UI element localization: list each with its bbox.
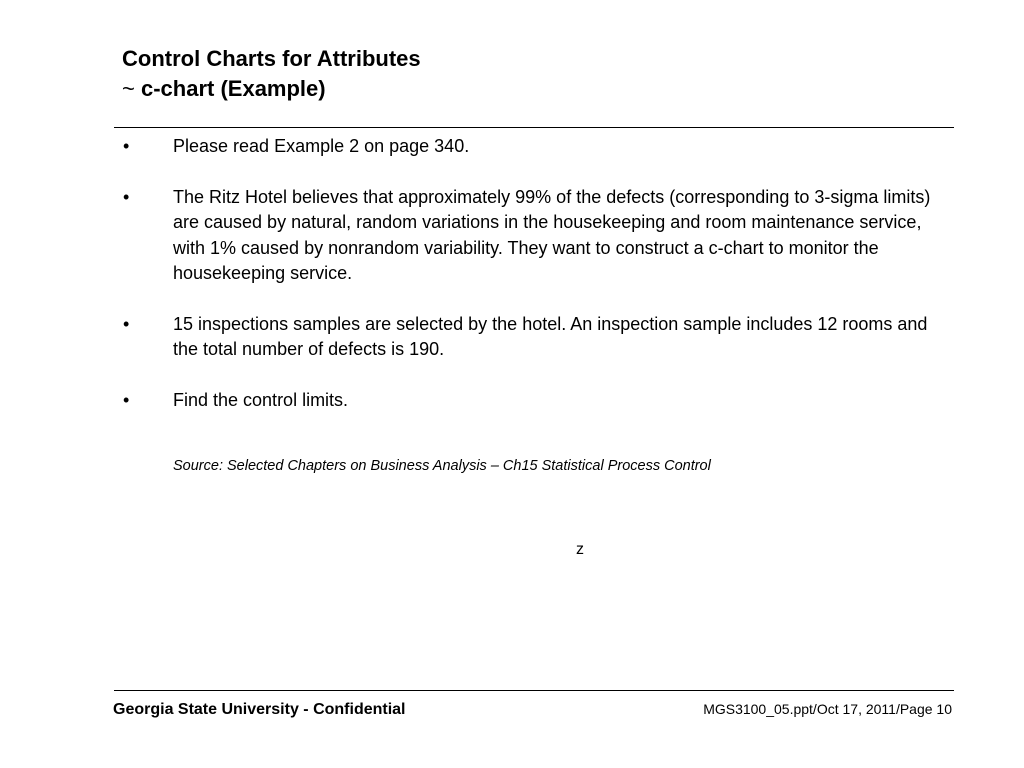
bullet-text: Find the control limits. [173, 389, 349, 410]
bullet-dot: • [123, 389, 130, 410]
bullet-dot: • [123, 313, 130, 334]
title-divider [114, 127, 954, 128]
footer-page-info: MGS3100_05.ppt/Oct 17, 2011/Page 10 [703, 701, 952, 717]
bullet-list [120, 134, 940, 413]
source-citation: Source: Selected Chapters on Business Analysis – Ch15 Statistical Process Control [173, 458, 711, 474]
bullet-text: 15 inspections samples are selected by the hotel. An inspection sample includes 12 rooms and the total number of defects is 190. [173, 313, 928, 359]
footer-divider [114, 690, 954, 691]
bullet-dot: • [123, 136, 130, 156]
bullet-item-control-limits [120, 388, 940, 414]
bullet-item-inspections [120, 312, 940, 363]
title-tilde: ~ [122, 76, 135, 101]
bullet-text: Please read Example 2 on page 340. [173, 136, 470, 156]
slide-title [122, 44, 421, 104]
bullet-dot: • [123, 186, 130, 207]
title-line-2: c-chart (Example) [140, 76, 326, 101]
stray-mark: z [576, 541, 584, 558]
title-line-1: Control Charts for Attributes [122, 46, 421, 71]
footer-organization: Georgia State University - Confidential [113, 701, 406, 718]
bullet-item-ritz-hotel [120, 185, 940, 287]
bullet-item-reading [120, 134, 940, 160]
bullet-text: The Ritz Hotel believes that approximately 99% of the defects (corresponding to 3-sigma limits) are caused by natural, random variations in the housekeeping and room maintenance service, with 1% caused by nonrandom variability. They want to construct a c-chart to monitor the housekeeping service. [173, 186, 931, 283]
